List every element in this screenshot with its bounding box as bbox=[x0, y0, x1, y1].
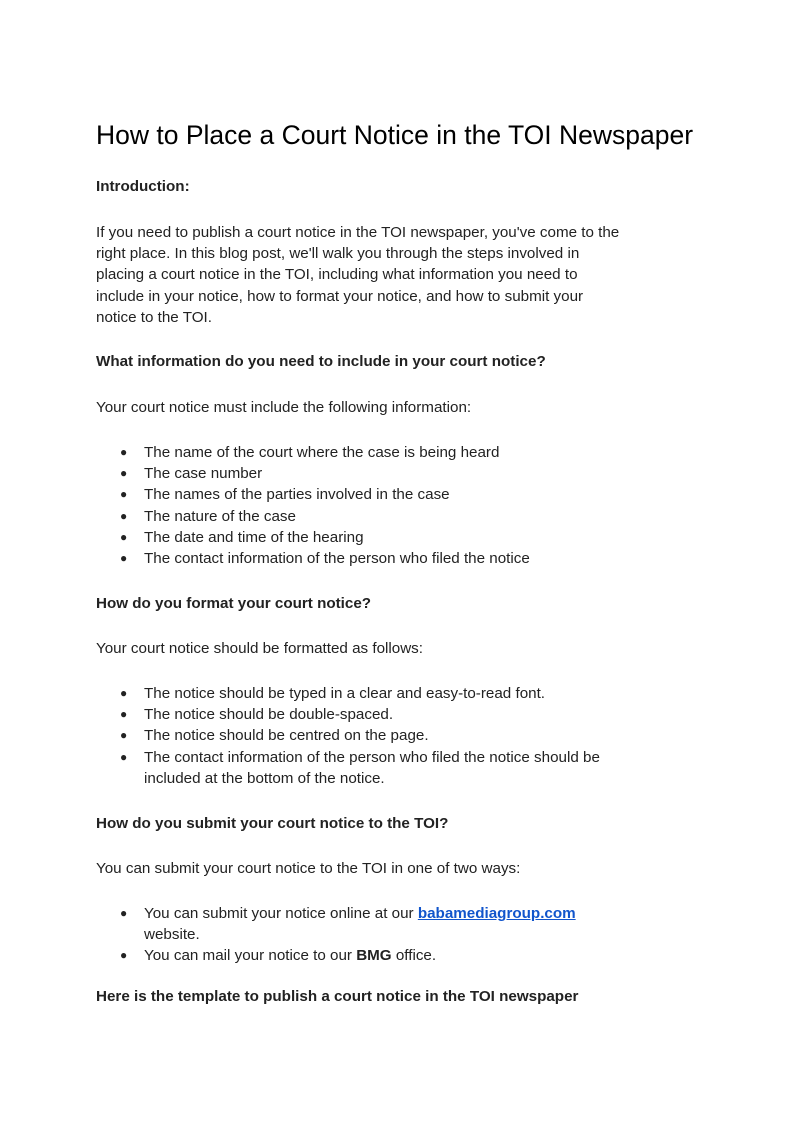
info-section-heading: What information do you need to include in your court notice? bbox=[96, 353, 546, 370]
bullet-icon: ● bbox=[120, 728, 128, 743]
list-item: ● The name of the court where the case is being heard bbox=[96, 442, 530, 463]
list-item: ● The contact information of the person who filed the notice bbox=[96, 548, 530, 569]
bullet-icon: ● bbox=[120, 749, 128, 764]
format-bullet-list bbox=[96, 683, 600, 789]
list-item: ● You can mail your notice to our BMG office. bbox=[96, 945, 576, 966]
bullet-icon: ● bbox=[120, 466, 128, 481]
bullet-icon: ● bbox=[120, 529, 128, 544]
format-section-heading: How do you format your court notice? bbox=[96, 595, 372, 612]
list-item: ● The notice should be double-spaced. bbox=[96, 704, 600, 725]
intro-line: notice to the TOI. bbox=[96, 308, 212, 326]
bullet-icon: ● bbox=[120, 948, 128, 963]
list-item: ● The notice should be centred on the page. bbox=[96, 725, 600, 746]
bullet-icon: ● bbox=[120, 508, 128, 523]
submit-section-lead: You can submit your court notice to the TOI in one of two ways: bbox=[96, 860, 521, 877]
info-bullet-list bbox=[96, 442, 530, 569]
bmg-bold-text: BMG bbox=[356, 947, 392, 965]
template-heading: Here is the template to publish a court notice in the TOI newspaper bbox=[96, 988, 579, 1005]
intro-line: If you need to publish a court notice in the TOI newspaper, you've come to the bbox=[96, 224, 620, 241]
bullet-icon: ● bbox=[120, 445, 128, 459]
intro-line: right place. In this blog post, we'll walk you through the steps involved in bbox=[96, 245, 580, 263]
submit-section-heading: How do you submit your court notice to the TOI? bbox=[96, 815, 449, 832]
bullet-icon: ● bbox=[120, 551, 128, 566]
info-section-lead: Your court notice must include the following information: bbox=[96, 399, 472, 416]
intro-heading: Introduction: bbox=[96, 178, 190, 195]
list-item: ● The case number bbox=[96, 463, 530, 484]
intro-line: include in your notice, how to format your notice, and how to submit your bbox=[96, 287, 584, 305]
list-item: ● The date and time of the hearing bbox=[96, 527, 530, 548]
bullet-icon: ● bbox=[120, 686, 128, 700]
format-section-lead: Your court notice should be formatted as follows: bbox=[96, 640, 423, 657]
list-item: ● You can submit your notice online at our babamediagroup.com website. bbox=[120, 905, 576, 944]
bullet-icon: ● bbox=[120, 906, 128, 920]
list-item: ● The contact information of the person who filed the notice should be included at the bottom of the notice. bbox=[120, 748, 600, 787]
list-item: ● The names of the parties involved in the case bbox=[96, 484, 530, 505]
list-item: ● The notice should be typed in a clear and easy-to-read font. bbox=[96, 683, 600, 704]
list-item: ● The nature of the case bbox=[96, 506, 530, 527]
intro-line: placing a court notice in the TOI, including what information you need to bbox=[96, 266, 578, 284]
babamediagroup-link[interactable]: babamediagroup.com bbox=[417, 905, 576, 922]
bullet-icon: ● bbox=[120, 707, 128, 722]
intro-paragraph bbox=[96, 222, 666, 328]
submit-bullet-list bbox=[96, 903, 576, 967]
bullet-icon: ● bbox=[120, 487, 128, 502]
page-title: How to Place a Court Notice in the TOI Newspaper bbox=[96, 120, 694, 150]
